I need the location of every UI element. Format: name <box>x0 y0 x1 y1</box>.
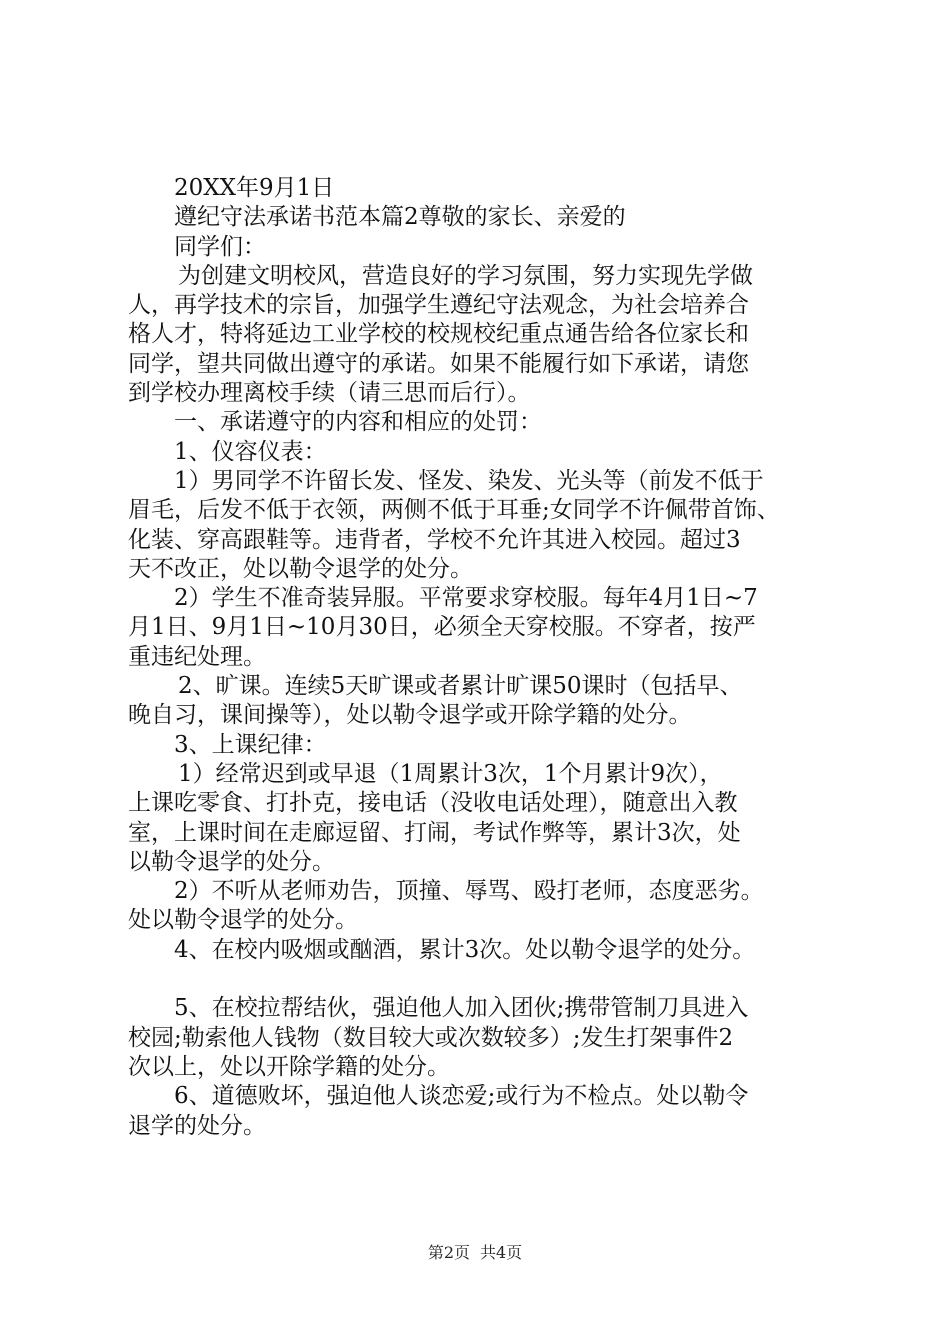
paragraph-line: 4、在校内吸烟或酗酒，累计3次。处以勒令退学的处分。 <box>174 936 756 963</box>
paragraph-line: 1）男同学不许留长发、怪发、染发、光头等（前发不低于 <box>174 467 764 494</box>
paragraph-line: 2）学生不准奇装异服。平常要求穿校服。每年4月1日~7 <box>174 585 758 612</box>
document-body <box>128 174 840 1141</box>
paragraph-line: 同学，望共同做出遵守的承诺。如果不能履行如下承诺，请您 <box>128 350 749 377</box>
paragraph-line: 眉毛，后发不低于衣领，两侧不低于耳垂;女同学不许佩带首饰、 <box>128 497 780 524</box>
section-heading: 一、承诺遵守的内容和相应的处罚： <box>174 409 542 436</box>
paragraph-line: 2、旷课。连续5天旷课或者累计旷课50课时（包括早、 <box>178 673 743 700</box>
paragraph-line: 到学校办理离校手续（请三思而后行）。 <box>128 380 531 407</box>
paragraph-line: 天不改正，处以勒令退学的处分。 <box>128 555 473 582</box>
paragraph-line: 重违纪处理。 <box>128 643 266 670</box>
paragraph-line: 2）不听从老师劝告，顶撞、辱骂、殴打老师，态度恶劣。 <box>174 878 764 905</box>
blank-line <box>128 965 840 994</box>
paragraph-line: 以勒令退学的处分。 <box>128 848 335 875</box>
paragraph-line: 化装、穿高跟鞋等。违背者，学校不允许其进入校园。超过3 <box>128 526 741 553</box>
item-heading: 3、上课纪律： <box>174 731 327 758</box>
date-line: 20XX年9月1日 <box>174 175 335 201</box>
salutation: 同学们： <box>174 233 266 260</box>
paragraph-line: 室，上课时间在走廊逗留、打闹，考试作弊等，累计3次，处 <box>128 819 741 846</box>
paragraph-line: 1）经常迟到或早退（1周累计3次，1个月累计9次）， <box>178 760 723 787</box>
paragraph-line: 6、道德败坏，强迫他人谈恋爱;或行为不检点。处以勒令 <box>174 1083 749 1110</box>
paragraph-line: 上课吃零食、打扑克，接电话（没收电话处理），随意出入教 <box>128 790 738 817</box>
paragraph-line: 校园;勒索他人钱物（数目较大或次数较多）;发生打架事件2 <box>128 1024 734 1051</box>
paragraph-line: 人，再学技术的宗旨，加强学生遵纪守法观念，为社会培养合 <box>128 292 749 319</box>
page-footer <box>0 1243 950 1263</box>
page-total: 共4页 <box>480 1243 523 1262</box>
paragraph-line: 月1日、9月1日~10月30日，必须全天穿校服。不穿者，按严 <box>128 614 756 641</box>
item-heading: 1、仪容仪表： <box>174 438 327 465</box>
paragraph-line: 为创建文明校风，营造良好的学习氛围，努力实现先学做 <box>178 262 753 289</box>
paragraph-line: 退学的处分。 <box>128 1112 266 1139</box>
paragraph-line: 次以上，处以开除学籍的处分。 <box>128 1053 450 1080</box>
document-heading: 遵纪守法承诺书范本篇2尊敬的家长、亲爱的 <box>174 204 626 231</box>
paragraph-line: 格人才，特将延边工业学校的校规校纪重点通告给各位家长和 <box>128 321 749 348</box>
page-number: 第2页 <box>427 1243 470 1262</box>
paragraph-line: 晚自习，课间操等），处以勒令退学或开除学籍的处分。 <box>128 702 692 729</box>
paragraph-line: 处以勒令退学的处分。 <box>128 907 358 934</box>
paragraph-line: 5、在校拉帮结伙，强迫他人加入团伙;携带管制刀具进入 <box>174 995 749 1022</box>
